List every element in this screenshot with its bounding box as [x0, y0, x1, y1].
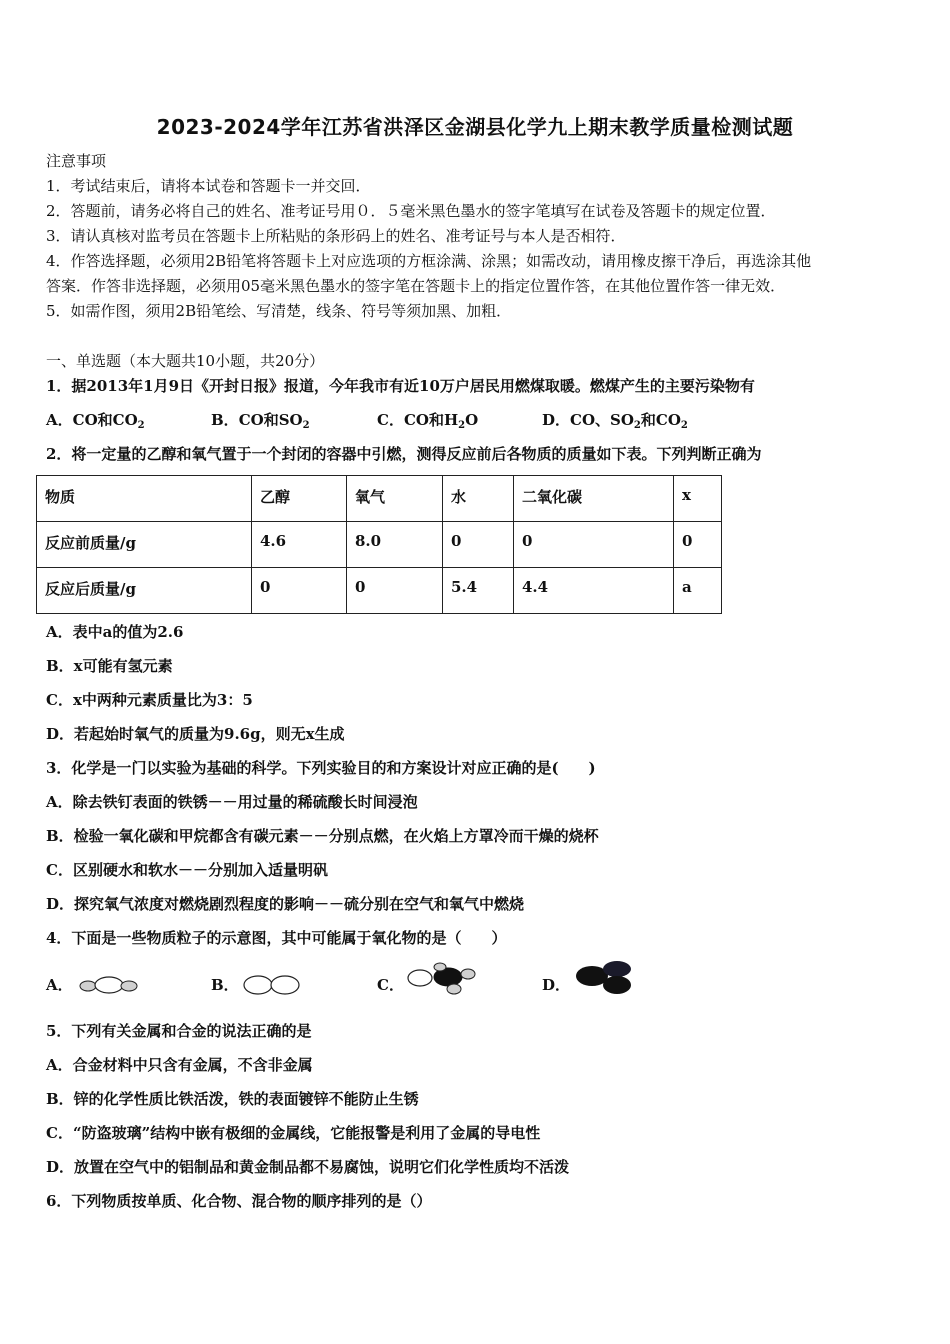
table-cell: a [674, 568, 722, 614]
q5-option-a: A．合金材料中只含有金属，不含非金属 [46, 1056, 313, 1074]
molecule-a-diagram [76, 974, 140, 996]
q2-option-d: D．若起始时氧气的质量为9.6g，则无x生成 [46, 725, 345, 743]
table-cell: 0 [443, 522, 514, 568]
mass-table [36, 475, 722, 614]
notice-heading: 注意事项 [46, 152, 107, 170]
notice-item: 4．作答选择题，必须用2B铅笔将答题卡上对应选项的方框涂满、涂黑；如需改动，请用橡皮擦干净后，再选涂其他 [46, 252, 812, 270]
table-header-cell: 物质 [37, 476, 252, 522]
molecule-d-diagram [572, 960, 638, 996]
q1-option-d: D．CO、$SO_2$和$CO_2$ [542, 411, 688, 431]
table-header-cell: x [674, 476, 722, 522]
notice-item: 3．请认真核对监考员在答题卡上所粘贴的条形码上的姓名、准考证号与本人是否相符． [46, 227, 626, 245]
table-header-cell: 乙醇 [252, 476, 347, 522]
q3-option-d: D．探究氧气浓度对燃烧剧烈程度的影响－－硫分别在空气和氧气中燃烧 [46, 895, 525, 913]
q2-option-c: C．x中两种元素质量比为3：5 [46, 691, 253, 709]
question-4-stem: 4．下面是一些物质粒子的示意图，其中可能属于氧化物的是（ ） [46, 929, 507, 947]
table-cell: 4.4 [514, 568, 674, 614]
q1-option-a: A．CO和$CO_2$ [46, 411, 145, 431]
q5-option-c: C．“防盗玻璃”结构中嵌有极细的金属线，它能报警是利用了金属的导电性 [46, 1124, 541, 1142]
notice-item: 5．如需作图，须用2B铅笔绘、写清楚，线条、符号等须加黑、加粗． [46, 302, 512, 320]
table-cell: 0 [347, 568, 443, 614]
q4-option-c-label: C． [377, 976, 404, 994]
notice-item: 2．答题前，请务必将自己的姓名、准考证号用０．５毫米黑色墨水的签字笔填写在试卷及答题卡的规定位置． [46, 202, 776, 220]
table-header-cell: 二氧化碳 [514, 476, 674, 522]
q2-option-b: B．x可能有氢元素 [46, 657, 173, 675]
q1-option-c: C．CO和$H_2O$ [377, 411, 479, 431]
q3-option-a: A．除去铁钉表面的铁锈－－用过量的稀硫酸长时间浸泡 [46, 793, 418, 811]
q5-option-d: D．放置在空气中的铝制品和黄金制品都不易腐蚀，说明它们化学性质均不活泼 [46, 1158, 570, 1176]
notice-item: 1．考试结束后，请将本试卷和答题卡一并交回． [46, 177, 371, 195]
table-cell: 反应后质量/g [37, 568, 252, 614]
q4-option-a-label: A． [46, 976, 73, 994]
section-heading: 一、单选题（本大题共10小题，共20分） [46, 352, 325, 370]
table-cell: 反应前质量/g [37, 522, 252, 568]
table-header-row [37, 476, 722, 522]
question-3-stem: 3．化学是一门以实验为基础的科学。下列实验目的和方案设计对应正确的是( ) [46, 759, 596, 777]
question-2-stem: 2．将一定量的乙醇和氧气置于一个封闭的容器中引燃，测得反应前后各物质的质量如下表。下列判断正确为 [46, 445, 762, 463]
q3-option-c: C．区别硬水和软水－－分别加入适量明矾 [46, 861, 328, 879]
question-5-stem: 5．下列有关金属和合金的说法正确的是 [46, 1022, 312, 1040]
molecule-b-diagram [240, 973, 304, 997]
q1-option-b: B．CO和$SO_2$ [211, 411, 310, 431]
question-1-stem: 1．据2013年1月9日《开封日报》报道，今年我市有近10万户居民用燃煤取暖。燃煤产生的主要污染物有 [46, 377, 755, 395]
table-cell: 0 [674, 522, 722, 568]
q4-option-b-label: B． [211, 976, 239, 994]
table-header-cell: 水 [443, 476, 514, 522]
table-row [37, 522, 722, 568]
table-cell: 0 [514, 522, 674, 568]
table-cell: 5.4 [443, 568, 514, 614]
q4-option-d-label: D． [542, 976, 571, 994]
q2-option-a: A．表中a的值为2.6 [46, 623, 184, 641]
q3-option-b: B．检验一氧化碳和甲烷都含有碳元素－－分别点燃，在火焰上方罩冷而干燥的烧杯 [46, 827, 599, 845]
molecule-c-diagram [404, 962, 484, 996]
table-cell: 0 [252, 568, 347, 614]
table-cell: 4.6 [252, 522, 347, 568]
page-title: 2023-2024学年江苏省洪泽区金湖县化学九上期末教学质量检测试题 [156, 115, 794, 139]
q5-option-b: B．锌的化学性质比铁活泼，铁的表面镀锌不能防止生锈 [46, 1090, 419, 1108]
table-cell: 8.0 [347, 522, 443, 568]
table-row [37, 568, 722, 614]
table-header-cell: 氧气 [347, 476, 443, 522]
notice-item: 答案．作答非选择题，必须用05毫米黑色墨水的签字笔在答题卡上的指定位置作答，在其他位置作答一律无效． [46, 277, 786, 295]
question-6-stem: 6．下列物质按单质、化合物、混合物的顺序排列的是（） [46, 1192, 432, 1210]
